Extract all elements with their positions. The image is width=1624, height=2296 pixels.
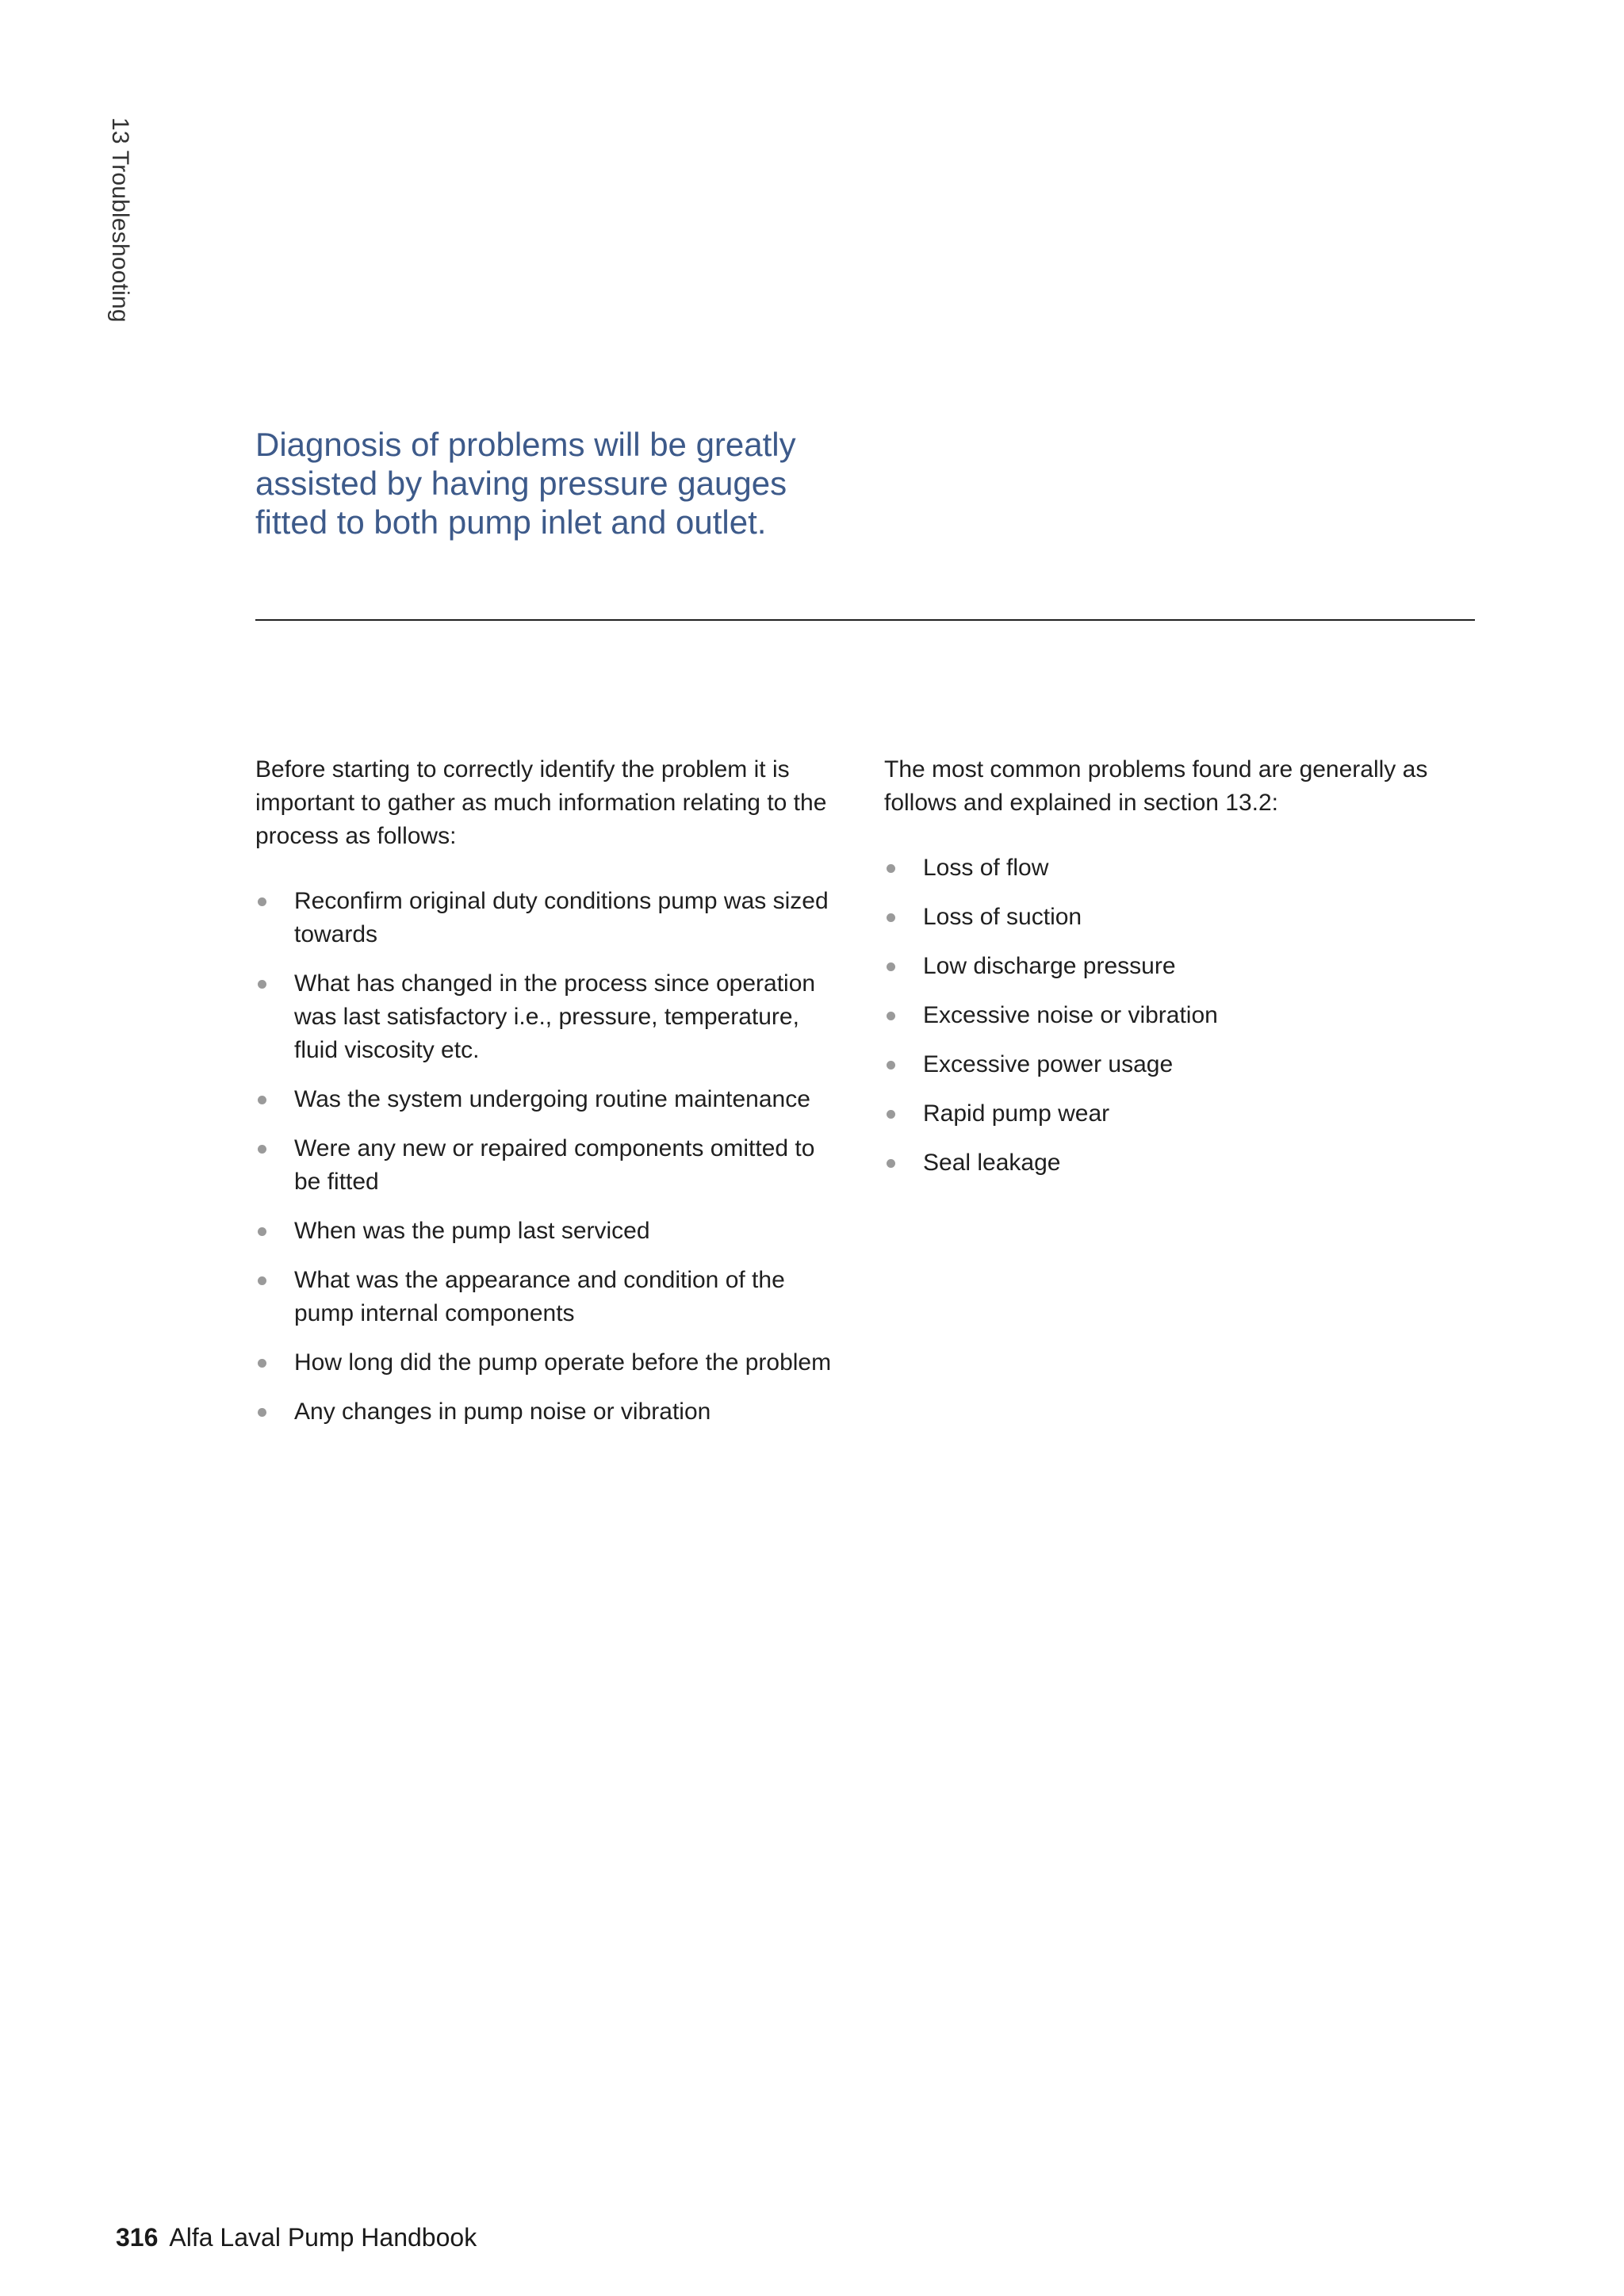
common-problems-list: [884, 851, 1475, 1180]
bullet-icon: [258, 1096, 266, 1104]
list-item: Loss of flow: [884, 851, 1475, 885]
bullet-icon: [258, 1276, 266, 1285]
bullet-icon: [258, 1227, 266, 1236]
intro-callout: Diagnosis of problems will be greatly assisted by having pressure gauges fitted to both pump inlet and outlet.: [255, 426, 796, 541]
book-title: Alfa Laval Pump Handbook: [169, 2223, 477, 2252]
list-item: Seal leakage: [884, 1146, 1475, 1180]
bullet-icon: [258, 1145, 266, 1154]
bullet-icon: [258, 1408, 266, 1417]
bullet-icon: [887, 1061, 895, 1070]
list-item: Rapid pump wear: [884, 1097, 1475, 1131]
page-number: 316: [116, 2223, 159, 2252]
bullet-icon: [258, 1359, 266, 1368]
left-intro-paragraph: Before starting to correctly identify the problem it is important to gather as much information relating to the process as follows:: [255, 756, 827, 849]
bullet-icon: [887, 962, 895, 971]
bullet-icon: [887, 1159, 895, 1168]
bullet-icon: [887, 864, 895, 873]
bullet-icon: [258, 980, 266, 989]
list-item: What has changed in the process since operation was last satisfactory i.e., pressure, temperature, fluid viscosity etc.: [255, 967, 846, 1067]
list-item: How long did the pump operate before the problem: [255, 1346, 846, 1380]
left-column: [255, 753, 846, 1445]
list-item: Were any new or repaired components omitted to be fitted: [255, 1132, 846, 1199]
list-item: Loss of suction: [884, 901, 1475, 934]
section-divider: [255, 619, 1475, 621]
list-item: Any changes in pump noise or vibration: [255, 1395, 846, 1429]
list-item: Excessive noise or vibration: [884, 999, 1475, 1032]
bullet-icon: [258, 897, 266, 906]
list-item: What was the appearance and condition of the pump internal components: [255, 1264, 846, 1330]
list-item: Excessive power usage: [884, 1048, 1475, 1081]
right-column: [884, 753, 1475, 1196]
page-footer: [116, 2223, 477, 2252]
bullet-icon: [887, 1110, 895, 1119]
right-intro-paragraph: The most common problems found are generally as follows and explained in section 13.2:: [884, 756, 1428, 816]
bullet-icon: [887, 913, 895, 922]
bullet-icon: [887, 1012, 895, 1020]
info-checklist: [255, 885, 846, 1429]
list-item: Reconfirm original duty conditions pump was sized towards: [255, 885, 846, 951]
list-item: Low discharge pressure: [884, 950, 1475, 983]
chapter-side-tab: 13 Troubleshooting: [107, 117, 133, 323]
list-item: When was the pump last serviced: [255, 1215, 846, 1248]
list-item: Was the system undergoing routine maintenance: [255, 1083, 846, 1116]
